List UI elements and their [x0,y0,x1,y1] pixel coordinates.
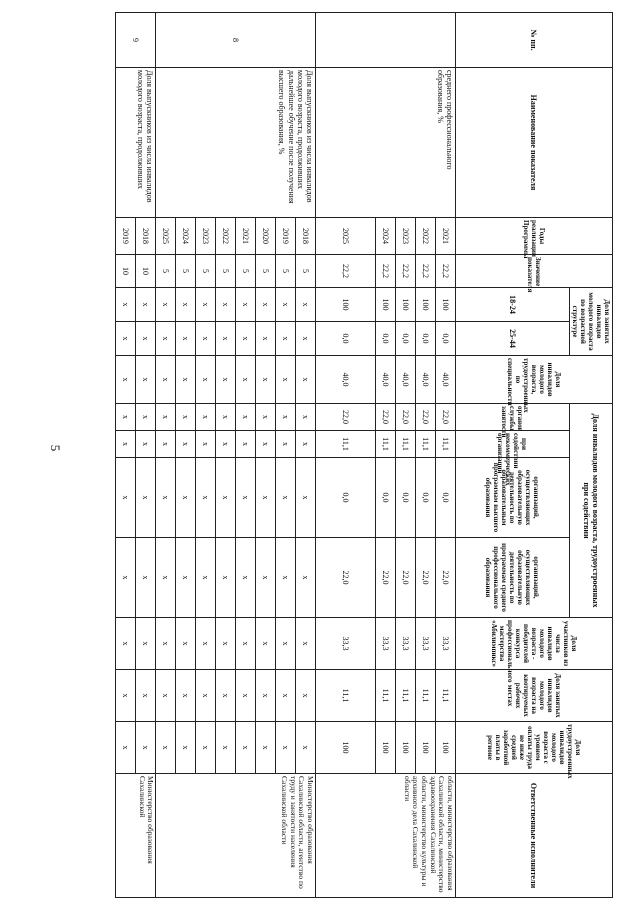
header-year: Годы реализации Программы [455,218,612,255]
cell-higher-ed: x [196,458,216,538]
cell-age-25-44: 0,0 [435,322,455,356]
cell-age-25-44: 0,0 [415,322,435,356]
cell-value: 5 [295,255,315,288]
cell-contest: x [196,618,216,670]
cell-employment-service: x [156,404,176,431]
cell-special-jobs: x [156,670,176,722]
header-special-jobs: Доля занятых инвалидов молодого возраста на квотируемых рабочих местах [455,670,612,722]
cell-salary: x [176,722,196,774]
cell-value: 22,2 [415,255,435,288]
cell-public-orgs: x [196,431,216,458]
cell-special-jobs: 11,1 [375,670,395,722]
cell-name: Доля выпускников из числа инвалидов молодого возраста, продолживших [116,68,156,218]
cell-public-orgs: 11,1 [435,431,455,458]
cell-vocational: x [295,538,315,618]
cell-year: 2025 [156,218,176,255]
cell-salary: x [275,722,295,774]
cell-employment-service: 22,0 [435,404,455,431]
cell-year: 2022 [216,218,236,255]
cell-name: Доля выпускников из числа инвалидов молодого возраста, продолживших дальнейшее обучение после получения высшего образования, % [156,68,316,218]
cell-specialty: x [236,356,256,404]
cell-salary: 100 [435,722,455,774]
cell-salary: x [196,722,216,774]
cell-value: 10 [136,255,156,288]
cell-contest: x [136,618,156,670]
cell-contest: 33,3 [415,618,435,670]
cell-vocational: 22,0 [395,538,415,618]
cell-value: 5 [275,255,295,288]
cell-age-25-44: x [255,322,275,356]
cell-specialty: 40,0 [435,356,455,404]
cell-year: 2019 [275,218,295,255]
cell-age-18-24: x [156,288,176,322]
cell-vocational: x [136,538,156,618]
cell-public-orgs: 11,1 [415,431,435,458]
cell-specialty: x [196,356,216,404]
cell-age-18-24: x [275,288,295,322]
cell-public-orgs: 11,1 [315,431,375,458]
header-age-18-24: 18-24 [455,288,569,322]
cell-higher-ed: 0,0 [315,458,375,538]
header-employment-service: органов службы занятости [455,404,569,431]
cell-salary: 100 [315,722,375,774]
cell-age-18-24: x [255,288,275,322]
cell-age-18-24: 100 [415,288,435,322]
cell-year: 2019 [116,218,136,255]
cell-public-orgs: x [116,431,136,458]
cell-specialty: x [255,356,275,404]
header-responsible: Ответственные исполнители [455,774,612,898]
header-contest: Доля участников из числа инвалидов молодого возраста - победителей конкурса профессионального мастерства «Абилимпикс» [455,618,612,670]
header-value: Значение показателя [455,255,612,288]
cell-age-18-24: 100 [395,288,415,322]
cell-age-25-44: x [116,322,136,356]
cell-special-jobs: 11,1 [415,670,435,722]
cell-year: 2021 [435,218,455,255]
cell-contest: 33,3 [395,618,415,670]
cell-contest: x [176,618,196,670]
cell-special-jobs: x [196,670,216,722]
cell-vocational: x [275,538,295,618]
cell-contest: x [236,618,256,670]
cell-vocational: 22,0 [435,538,455,618]
cell-specialty: x [156,356,176,404]
cell-public-orgs: x [236,431,256,458]
cell-age-18-24: x [295,288,315,322]
cell-contest: x [156,618,176,670]
cell-special-jobs: x [295,670,315,722]
header-higher-ed-orgs: организаций, осуществляющих образовательную деятельность по образовательным программам высшего образования [455,458,569,538]
cell-vocational: 22,0 [315,538,375,618]
header-name: Наименование показателя [455,68,612,218]
cell-public-orgs: x [136,431,156,458]
cell-vocational: 22,0 [375,538,395,618]
cell-vocational: x [156,538,176,618]
page-number: 5 [48,444,63,452]
cell-special-jobs: x [236,670,256,722]
cell-year: 2025 [315,218,375,255]
table-row [295,13,315,898]
cell-salary: x [116,722,136,774]
cell-employment-service: 22,0 [375,404,395,431]
cell-contest: x [216,618,236,670]
cell-year: 2023 [395,218,415,255]
cell-public-orgs: x [156,431,176,458]
cell-special-jobs: 11,1 [435,670,455,722]
cell-contest: x [116,618,136,670]
cell-salary: x [156,722,176,774]
cell-employment-service: 22,0 [415,404,435,431]
cell-contest: x [295,618,315,670]
cell-specialty: 40,0 [395,356,415,404]
cell-year: 2023 [196,218,216,255]
cell-value: 22,2 [395,255,415,288]
cell-age-25-44: 0,0 [375,322,395,356]
cell-age-25-44: x [216,322,236,356]
cell-employment-service: x [176,404,196,431]
cell-higher-ed: 0,0 [375,458,395,538]
cell-higher-ed: x [216,458,236,538]
header-age-25-44: 25-44 [455,322,569,356]
cell-contest: 33,3 [435,618,455,670]
cell-specialty: 40,0 [415,356,435,404]
cell-higher-ed: 0,0 [395,458,415,538]
cell-age-18-24: x [236,288,256,322]
cell-age-25-44: 0,0 [315,322,375,356]
cell-special-jobs: 11,1 [395,670,415,722]
cell-public-orgs: 11,1 [375,431,395,458]
cell-special-jobs: x [116,670,136,722]
cell-higher-ed: x [295,458,315,538]
cell-age-18-24: x [136,288,156,322]
cell-value: 5 [236,255,256,288]
cell-num [315,13,455,68]
cell-contest: x [275,618,295,670]
cell-num: 8 [156,13,316,68]
rotated-table-frame [115,12,613,897]
cell-vocational: x [196,538,216,618]
cell-specialty: x [275,356,295,404]
cell-value: 10 [116,255,136,288]
cell-vocational: 22,0 [415,538,435,618]
cell-specialty: x [295,356,315,404]
cell-year: 2022 [415,218,435,255]
cell-age-18-24: x [216,288,236,322]
cell-higher-ed: x [275,458,295,538]
cell-salary: x [216,722,236,774]
cell-special-jobs: x [136,670,156,722]
cell-vocational: x [116,538,136,618]
cell-age-25-44: 0,0 [395,322,415,356]
header-salary: Доля трудоустроенных инвалидов молодого возраста с уровнем оплаты труда не ниже средней заработной платы в регионе [455,722,612,774]
cell-vocational: x [255,538,275,618]
cell-special-jobs: x [275,670,295,722]
cell-special-jobs: x [255,670,275,722]
cell-value: 5 [216,255,236,288]
cell-public-orgs: x [216,431,236,458]
cell-responsible: Министерство образования Сахалинской [116,774,156,898]
cell-public-orgs: x [295,431,315,458]
indicators-table [115,12,613,898]
cell-salary: 100 [395,722,415,774]
cell-specialty: x [136,356,156,404]
cell-employment-service: x [216,404,236,431]
cell-age-25-44: x [176,322,196,356]
cell-age-25-44: x [136,322,156,356]
cell-salary: x [255,722,275,774]
header-row-1 [569,13,612,898]
cell-responsible: области, министерство образования Сахалинской области, министерство здравоохранения Сахалинской области, министерство культуры и архивного дела Сахалинской области [315,774,455,898]
cell-salary: x [236,722,256,774]
header-public-orgs: при содействии некоммерческих организаций [455,431,569,458]
cell-value: 22,2 [315,255,375,288]
cell-age-18-24: x [116,288,136,322]
cell-public-orgs: x [176,431,196,458]
cell-age-25-44: x [275,322,295,356]
cell-responsible: Министерство образования Сахалинской области, агентство по труду и занятости населения Сахалинской области [156,774,316,898]
cell-public-orgs: 11,1 [395,431,415,458]
header-employed-age: Доля занятых инвалидов молодого возраста по возрастной структуре [569,288,612,356]
table-row [435,13,455,898]
cell-value: 5 [156,255,176,288]
cell-age-25-44: x [295,322,315,356]
cell-higher-ed: x [156,458,176,538]
cell-age-18-24: 100 [435,288,455,322]
cell-specialty: x [116,356,136,404]
cell-employment-service: x [255,404,275,431]
cell-employment-service: x [295,404,315,431]
cell-age-18-24: 100 [375,288,395,322]
cell-public-orgs: x [275,431,295,458]
cell-higher-ed: x [236,458,256,538]
cell-year: 2018 [295,218,315,255]
cell-contest: 33,3 [315,618,375,670]
cell-vocational: x [176,538,196,618]
cell-higher-ed: 0,0 [435,458,455,538]
cell-value: 5 [196,255,216,288]
cell-age-25-44: x [236,322,256,356]
cell-age-18-24: x [176,288,196,322]
header-vocational-orgs: организаций, осуществляющих образовательную деятельность по программам среднего профессионального образования [455,538,569,618]
cell-employment-service: x [116,404,136,431]
cell-value: 5 [176,255,196,288]
cell-year: 2024 [176,218,196,255]
cell-special-jobs: 11,1 [315,670,375,722]
cell-year: 2018 [136,218,156,255]
cell-employment-service: x [136,404,156,431]
cell-age-25-44: x [156,322,176,356]
cell-employment-service: 22,0 [395,404,415,431]
cell-year: 2024 [375,218,395,255]
cell-public-orgs: x [255,431,275,458]
cell-vocational: x [216,538,236,618]
cell-year: 2021 [236,218,256,255]
cell-value: 22,2 [435,255,455,288]
cell-vocational: x [236,538,256,618]
cell-contest: x [255,618,275,670]
cell-age-18-24: x [196,288,216,322]
cell-age-25-44: x [196,322,216,356]
cell-name: среднего профессионального образования, % [315,68,455,218]
cell-specialty: 40,0 [375,356,395,404]
cell-age-18-24: 100 [315,288,375,322]
cell-higher-ed: x [176,458,196,538]
table-row [136,13,156,898]
cell-value: 22,2 [375,255,395,288]
cell-salary: 100 [375,722,395,774]
cell-specialty: x [216,356,236,404]
cell-salary: 100 [415,722,435,774]
cell-special-jobs: x [176,670,196,722]
cell-salary: x [136,722,156,774]
cell-employment-service: x [196,404,216,431]
cell-employment-service: 22,0 [315,404,375,431]
cell-salary: x [295,722,315,774]
cell-value: 5 [255,255,275,288]
cell-contest: 33,3 [375,618,395,670]
cell-num: 9 [116,13,156,68]
header-num: № пп. [455,13,612,68]
cell-employment-service: x [236,404,256,431]
cell-specialty: x [176,356,196,404]
cell-higher-ed: 0,0 [415,458,435,538]
cell-employment-service: x [275,404,295,431]
header-by-specialty: Доля инвалидов молодого возраста, трудоустроенных по специальности [455,356,612,404]
cell-higher-ed: x [255,458,275,538]
cell-specialty: 40,0 [315,356,375,404]
cell-higher-ed: x [116,458,136,538]
cell-year: 2020 [255,218,275,255]
header-assist-group: Доля инвалидов молодого возраста, трудоустроенных при содействии [569,404,612,618]
cell-special-jobs: x [216,670,236,722]
cell-higher-ed: x [136,458,156,538]
